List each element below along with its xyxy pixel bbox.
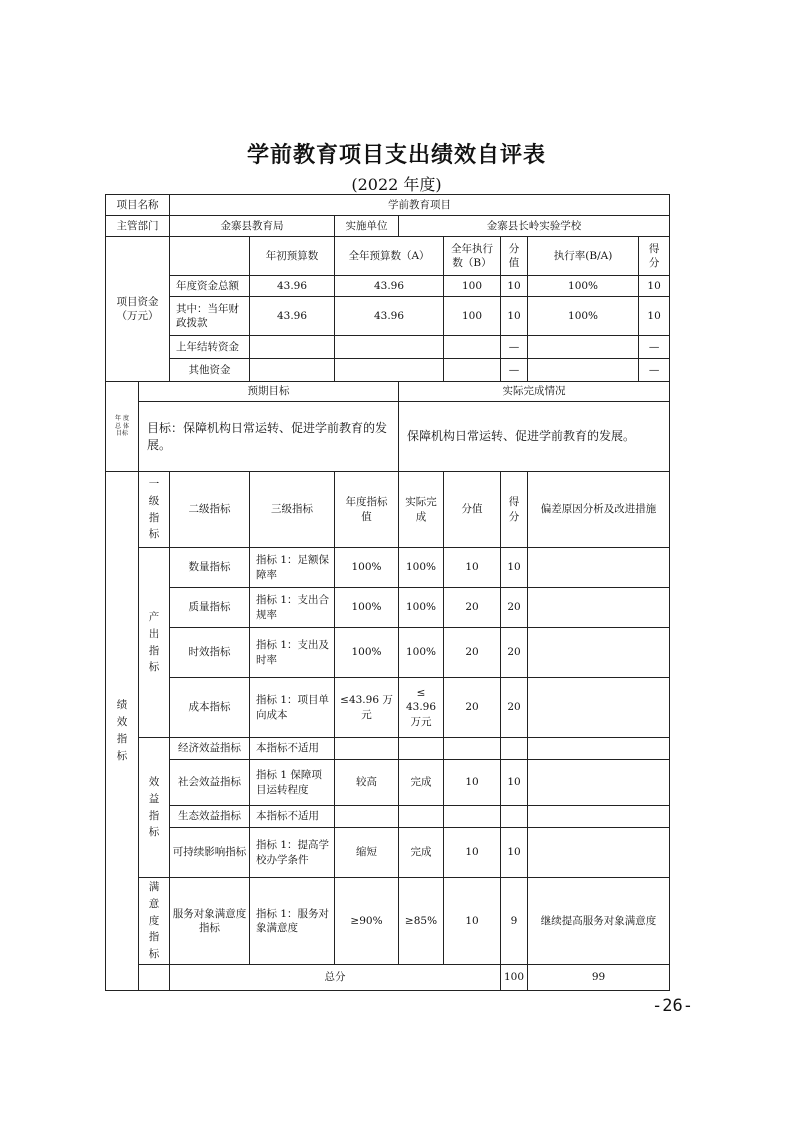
indicator-deviation [528, 628, 670, 678]
funds-row-rate-score [528, 297, 670, 336]
indicator-level2: 可持续影响指标 [170, 828, 250, 878]
funds-row-score: — [638, 359, 669, 381]
funds-row-executed [444, 336, 501, 359]
indicator-group-satisfaction: 满 意 度 指 标 [139, 878, 170, 965]
department-value: 金寨县教育局 [170, 216, 335, 237]
page-number: -26- [652, 996, 693, 1016]
indicator-actual [399, 738, 444, 760]
indicator-score-value: 10 [444, 878, 501, 965]
indicator-annual-value [335, 806, 399, 828]
indicator-group-benefit: 效 益 指 标 [139, 738, 170, 878]
unit-value: 金寨县长岭实验学校 [399, 216, 670, 237]
funds-row-initial: 43.96 [250, 297, 335, 336]
funds-col-initial: 年初预算数 [250, 237, 335, 276]
indicator-level2: 社会效益指标 [170, 760, 250, 806]
indicator-score-value: 10 [444, 828, 501, 878]
goals-header-row [106, 382, 670, 402]
indicator-score: 10 [501, 548, 528, 588]
funds-row-score: 10 [638, 297, 669, 335]
funds-row-label: 其中：当年财政拨款 [170, 297, 250, 336]
indicator-deviation [528, 678, 670, 738]
indicator-col-score: 得 分 [501, 472, 528, 548]
funds-row-score-value: — [501, 336, 528, 359]
indicator-level2: 数量指标 [170, 548, 250, 588]
funds-row-initial [250, 359, 335, 382]
indicator-actual: 100% [399, 548, 444, 588]
funds-row-executed [444, 359, 501, 382]
funds-row-executed: 100 [444, 297, 501, 336]
funds-row-score: 10 [638, 276, 669, 296]
funds-row-initial [250, 336, 335, 359]
indicator-group-output: 产 出 指 标 [139, 548, 170, 738]
funds-row-annual: 43.96 [335, 297, 444, 336]
indicator-row [106, 760, 670, 806]
indicator-level2: 经济效益指标 [170, 738, 250, 760]
indicator-row [106, 738, 670, 760]
indicator-level3: 指标 1 保障项目运转程度 [250, 760, 335, 806]
project-name-label: 项目名称 [106, 195, 170, 216]
indicator-level2: 成本指标 [170, 678, 250, 738]
funds-row-score-value: 10 [501, 297, 528, 336]
indicator-score-value [444, 738, 501, 760]
funds-row-label: 其他资金 [170, 359, 250, 382]
indicator-level2: 质量指标 [170, 588, 250, 628]
indicator-col-level3: 三级指标 [250, 472, 335, 548]
indicator-level3: 指标 1：支出合规率 [250, 588, 335, 628]
indicator-score-value [444, 806, 501, 828]
indicator-col-score-value: 分值 [444, 472, 501, 548]
indicator-score: 10 [501, 828, 528, 878]
funds-row [106, 359, 670, 382]
indicator-row [106, 628, 670, 678]
total-score: 99 [528, 964, 670, 990]
indicator-level3: 指标 1：服务对象满意度 [250, 878, 335, 965]
funds-row-rate: 100% [568, 279, 599, 292]
indicator-actual: ≤ 43.96 万元 [399, 678, 444, 738]
indicator-actual [399, 806, 444, 828]
total-blank [139, 964, 170, 990]
funds-row-label: 上年结转资金 [170, 336, 250, 359]
department-label: 主管部门 [106, 216, 170, 237]
indicator-level3: 本指标不适用 [250, 806, 335, 828]
indicator-score [501, 806, 528, 828]
unit-label: 实施单位 [335, 216, 399, 237]
funds-col-executed: 全年执行数（B） [444, 237, 501, 276]
indicator-col-level1: 一 级 指 标 [139, 472, 170, 548]
indicator-deviation [528, 548, 670, 588]
total-row [106, 964, 670, 990]
indicator-level3: 指标 1：项目单向成本 [250, 678, 335, 738]
goals-expected-text: 目标：保障机构日常运转、促进学前教育的发展。 [139, 402, 399, 472]
funds-header-row [106, 237, 670, 276]
indicator-score-value: 20 [444, 588, 501, 628]
total-score-value: 100 [501, 964, 528, 990]
indicator-annual-value: 100% [335, 548, 399, 588]
indicator-deviation [528, 828, 670, 878]
indicator-row [106, 548, 670, 588]
funds-section-label: 项目资金 （万元） [106, 237, 170, 382]
funds-row [106, 297, 670, 336]
indicator-deviation: 继续提高服务对象满意度 [528, 878, 670, 965]
indicator-col-actual: 实际完 成 [399, 472, 444, 548]
funds-row-annual [335, 359, 444, 382]
indicator-level2: 服务对象满意度指标 [170, 878, 250, 965]
indicator-col-level2: 二级指标 [170, 472, 250, 548]
funds-col-annual: 全年预算数（A） [335, 237, 444, 276]
funds-row-rate [528, 359, 638, 381]
funds-row-rate: 100% [568, 309, 599, 322]
funds-row-rate-score [528, 359, 670, 382]
indicator-score: 9 [501, 878, 528, 965]
funds-row-rate-score [528, 336, 670, 359]
funds-row-rate-score [528, 276, 670, 297]
indicator-score: 20 [501, 678, 528, 738]
indicator-annual-value: 缩短 [335, 828, 399, 878]
goals-content-row [106, 402, 670, 472]
indicator-score-value: 20 [444, 678, 501, 738]
goals-section-label: 年 度 总 体 目标 [106, 382, 139, 472]
indicator-actual: ≥85% [399, 878, 444, 965]
indicator-level3: 指标 1：足额保障率 [250, 548, 335, 588]
funds-col-score: 得 分 [638, 237, 669, 275]
indicator-score: 20 [501, 628, 528, 678]
indicator-row [106, 828, 670, 878]
funds-row-score-value: 10 [501, 276, 528, 297]
indicator-deviation [528, 806, 670, 828]
department-row [106, 216, 670, 237]
indicator-deviation [528, 588, 670, 628]
indicators-header-row [106, 472, 670, 548]
indicator-annual-value: 100% [335, 588, 399, 628]
goals-actual-text: 保障机构日常运转、促进学前教育的发展。 [399, 402, 670, 472]
indicator-level2: 时效指标 [170, 628, 250, 678]
indicator-score [501, 738, 528, 760]
funds-col-score-value: 分 值 [501, 237, 528, 276]
project-name-row [106, 195, 670, 216]
funds-row [106, 336, 670, 359]
funds-row-score: — [638, 336, 669, 358]
indicators-section-label: 绩 效 指 标 [106, 472, 139, 991]
document-year: (2022 年度) [351, 175, 442, 194]
funds-header-blank [170, 237, 250, 276]
funds-row-initial: 43.96 [250, 276, 335, 297]
funds-row-score-value: — [501, 359, 528, 382]
indicator-annual-value [335, 738, 399, 760]
indicator-level3: 本指标不适用 [250, 738, 335, 760]
indicator-score-value: 10 [444, 548, 501, 588]
indicator-actual: 完成 [399, 828, 444, 878]
indicator-col-deviation: 偏差原因分析及改进措施 [528, 472, 670, 548]
indicator-annual-value: ≤43.96 万元 [335, 678, 399, 738]
indicator-col-annual-value: 年度指标 值 [335, 472, 399, 548]
indicator-row [106, 678, 670, 738]
funds-row-executed: 100 [444, 276, 501, 297]
indicator-row [106, 588, 670, 628]
funds-row [106, 276, 670, 297]
indicator-actual: 100% [399, 628, 444, 678]
indicator-annual-value: ≥90% [335, 878, 399, 965]
indicator-score-value: 10 [444, 760, 501, 806]
indicator-level3: 指标 1：提高学校办学条件 [250, 828, 335, 878]
indicator-score: 10 [501, 760, 528, 806]
funds-row-label: 年度资金总额 [170, 276, 250, 297]
funds-row-annual: 43.96 [335, 276, 444, 297]
indicator-annual-value: 100% [335, 628, 399, 678]
indicator-actual: 100% [399, 588, 444, 628]
indicator-deviation [528, 738, 670, 760]
document-title: 学前教育项目支出绩效自评表 [246, 142, 546, 168]
indicator-row [106, 806, 670, 828]
indicator-level3: 指标 1：支出及时率 [250, 628, 335, 678]
indicator-score: 20 [501, 588, 528, 628]
indicator-deviation [528, 760, 670, 806]
funds-row-rate [528, 336, 638, 358]
total-label: 总分 [170, 964, 501, 990]
goals-actual-label: 实际完成情况 [399, 382, 670, 402]
goals-expected-label: 预期目标 [139, 382, 399, 402]
indicator-row [106, 878, 670, 965]
project-name-value: 学前教育项目 [170, 195, 670, 216]
funds-row-annual [335, 336, 444, 359]
indicator-level2: 生态效益指标 [170, 806, 250, 828]
indicator-actual: 完成 [399, 760, 444, 806]
indicator-annual-value: 较高 [335, 760, 399, 806]
indicator-score-value: 20 [444, 628, 501, 678]
funds-col-rate: 执行率(B/A) [553, 249, 613, 262]
evaluation-table [105, 194, 670, 991]
funds-col-rate-score [528, 237, 670, 276]
